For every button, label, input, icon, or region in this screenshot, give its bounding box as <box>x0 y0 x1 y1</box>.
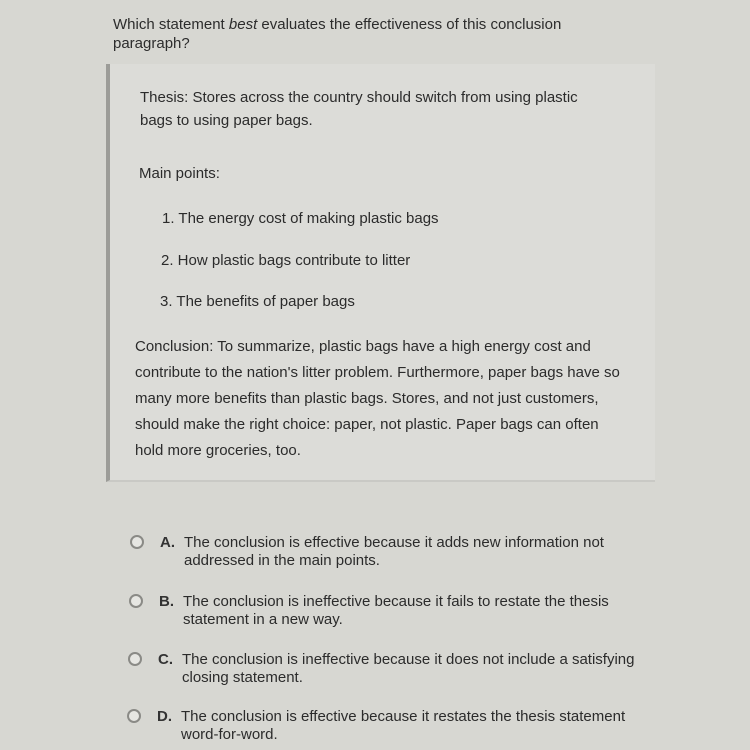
main-point-1: 1. The energy cost of making plastic bags <box>162 210 439 227</box>
radio-d[interactable] <box>127 709 141 723</box>
radio-b[interactable] <box>129 594 143 608</box>
main-points-label: Main points: <box>139 165 220 182</box>
question-suffix: evaluates the effectiveness of this conclusion paragraph? <box>113 16 562 52</box>
option-a-letter: A. <box>160 534 175 551</box>
radio-a[interactable] <box>130 535 144 549</box>
option-c-letter: C. <box>158 651 173 668</box>
main-point-2: 2. How plastic bags contribute to litter <box>161 252 411 269</box>
passage-box <box>106 64 655 482</box>
question-prefix: Which statement <box>113 16 229 33</box>
option-b-text: The conclusion is ineffective because it fails to restate the thesis statement in a new way. <box>183 593 609 628</box>
option-a-text: The conclusion is effective because it adds new information not addressed in the main points. <box>184 534 604 569</box>
question-prompt <box>113 15 613 53</box>
thesis-text: Thesis: Stores across the country should switch from using plastic bags to using paper bags. <box>140 89 578 129</box>
option-c-text: The conclusion is ineffective because it does not include a satisfying closing statement. <box>182 651 635 686</box>
question-emphasis: best <box>228 16 258 33</box>
radio-c[interactable] <box>128 652 142 666</box>
main-point-3: 3. The benefits of paper bags <box>160 293 355 310</box>
option-d-text: The conclusion is effective because it restates the thesis statement word-for-word. <box>181 708 626 743</box>
option-d-letter: D. <box>157 708 172 725</box>
conclusion-text: Conclusion: To summarize, plastic bags have a high energy cost and contribute to the nation's litter problem. Furthermore, paper bags have so many more benefits than plastic bags. Stores, and not just customers, should make the right choice: paper, not plastic. Paper bags can often hold more groceries, too. <box>135 338 620 459</box>
option-b-letter: B. <box>159 593 174 610</box>
